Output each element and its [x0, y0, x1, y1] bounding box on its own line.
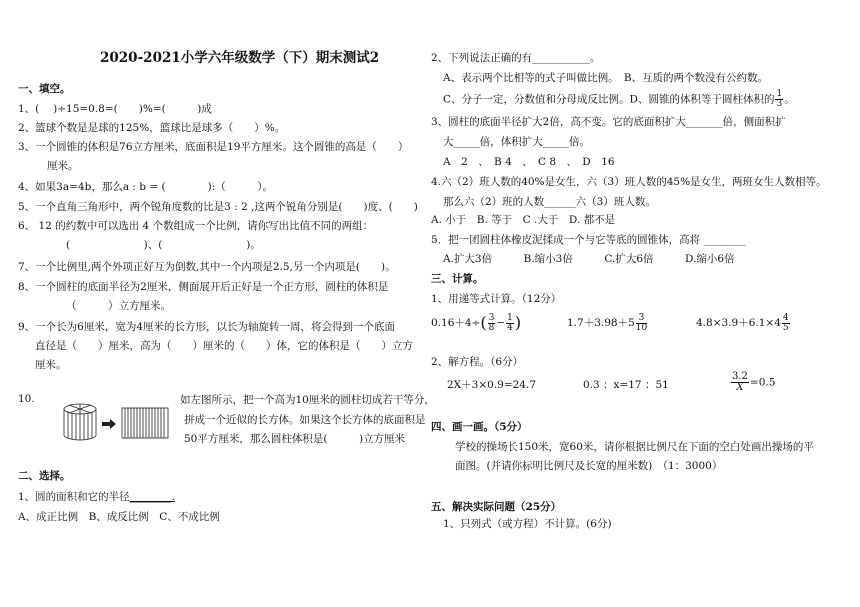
- equation-3-rhs: =0.5: [749, 376, 776, 389]
- section-4-heading: 四、画一画。（5分）: [431, 421, 528, 433]
- equation-1: 2X＋3×0.9=24.7: [447, 379, 537, 391]
- fill-q6-cont: ( )、( )。: [66, 239, 261, 251]
- expression-2: [567, 313, 648, 333]
- fraction-3-2-over-x: [731, 372, 749, 393]
- fill-q2: 2、篮球个数是是球的125%，篮球比是球多（ ）%。: [18, 122, 286, 134]
- fraction-numerator: 1: [507, 312, 513, 323]
- choice-q3: 3、圆柱的底面半径扩大2倍，高不变。它的底面积扩大_______倍，侧面积扩: [431, 116, 786, 128]
- fill-q10-line1: 如左图所示，把一个高为10厘米的圆柱切成若干等分，: [180, 394, 435, 406]
- fill-q6: 6、 12 的约数中可以选出 4 个数组成一个比例，请你写出比值不同的两组：: [18, 220, 374, 232]
- fraction-numerator: 4: [782, 312, 789, 323]
- choice-q2: 2、下列说法正确的有___________。: [431, 52, 601, 64]
- choice-q4-cont: 那么六（2）班的人数______六（3）班人数。: [443, 196, 656, 208]
- fraction-numerator: 3: [488, 312, 495, 323]
- equation-3: [730, 372, 775, 393]
- choice-q2-line2: [443, 90, 795, 109]
- draw-line1: 学校的操场长150米，宽60米，请你根据比例尺在下面的空白处画出操场的平: [455, 441, 814, 453]
- choice-q4-options: A. 小于 B. 等于 C .大于 D. 都不是: [431, 214, 616, 226]
- left-paren: (: [480, 313, 487, 332]
- fill-q3: 3、一个圆锥的体积是76立方厘米，底面积是19平方厘米。这个圆锥的高是（ ）: [18, 141, 409, 153]
- section-5-heading: 五、解决实际问题（25分）: [431, 501, 562, 513]
- fraction-1-4: [506, 314, 514, 333]
- fill-q1: 1、( )÷15=0.8=( )%=( )成: [18, 103, 212, 115]
- choice-q5-options: A.扩大3倍 B.缩小3倍 C.扩大6倍 D.缩小6倍: [443, 253, 735, 265]
- fraction-numerator: 3: [636, 314, 647, 324]
- cylinder-figure: [62, 402, 172, 442]
- fraction-denominator: 4: [507, 322, 513, 333]
- right-paren: ): [514, 313, 522, 332]
- choice-q3-options: A 2 、 B 4 、 C 8 、 D 16: [443, 156, 615, 168]
- fraction-3-8: [488, 314, 496, 333]
- fill-q10-number: 10.: [18, 393, 35, 405]
- expression-3: [696, 313, 791, 333]
- fraction-denominator: 8: [488, 322, 495, 333]
- expression-1-text: 0.16＋4÷: [431, 317, 481, 329]
- problem-q1: 1、只列式（或方程）不计算。(6分): [443, 518, 612, 530]
- expression-1: [431, 313, 521, 333]
- choice-q1-options: A、成正比例 B、成反比例 C、不成比例: [18, 511, 220, 523]
- page-title: 2020-2021小学六年级数学（下）期末测试2: [100, 50, 380, 66]
- fraction-denominator: 10: [635, 322, 648, 333]
- fraction-numerator: 1: [776, 89, 783, 99]
- fill-q9-cont2: 厘米。: [35, 359, 67, 371]
- choice-q1-blank: ________.: [129, 491, 176, 503]
- choice-q2-line2-end: 。: [784, 93, 795, 106]
- fill-q3-cont: 厘米。: [47, 160, 79, 172]
- fraction-denominator: X: [736, 382, 744, 393]
- fraction-3-10: [636, 314, 647, 333]
- fill-q8-cont: （ ）立方厘米。: [66, 300, 171, 312]
- choice-q3-cont: 大_____倍，体积扩大_____倍。: [443, 136, 590, 148]
- section-1-heading: 一、填空。: [18, 83, 71, 95]
- fill-q4: 4、如果3a=4b，那么a : b = ( ):（ ）。: [18, 181, 273, 193]
- expression-2-text: 1.7＋3.98＋5: [567, 317, 635, 329]
- choice-q2-line2-text: C、分子一定，分数值和分母成反比例。D、圆锥的体积等于圆柱体积的: [443, 93, 775, 106]
- equation-2: 0.3 ：x=17 ：51: [583, 379, 669, 391]
- fill-q5: 5、一个直角三角形中，两个锐角度数的比是3 : 2 ,这两个锐角分别是( )度、( ): [18, 201, 418, 213]
- fraction-denominator: 3: [776, 99, 783, 109]
- section-3-heading: 三、计算。: [431, 273, 484, 285]
- fraction-numerator: 3.2: [732, 371, 748, 382]
- section-2-heading: 二、选择。: [18, 470, 71, 482]
- choice-q1: [18, 490, 175, 504]
- fill-q10-line3: 50平方厘米，那么圆柱体积是( )立方厘米: [184, 433, 406, 445]
- choice-q2-line1: A、表示两个比相等的式子叫做比例。 B、互质的两个数没有公约数。: [443, 72, 769, 84]
- choice-q1-text: 1、圆的面积和它的半径: [18, 491, 130, 503]
- draw-line2: 面图。(并请你标明比例尺及长宽的厘米数) （1：3000）: [455, 460, 723, 472]
- fill-q10-line2: 拼成一个近似的长方体。如果这个长方体的底面积是: [184, 414, 426, 426]
- minus-sign: −: [496, 317, 506, 329]
- choice-q5: 5．把一团圆柱体橡皮泥揉成一个与它等底的圆锥体，高将 ________: [431, 234, 746, 246]
- fraction-4-5: [782, 314, 790, 333]
- expression-3-text: 4.8×3.9＋6.1×4: [696, 317, 781, 329]
- calc-q2: 2、解方程。（6分）: [431, 356, 524, 368]
- fraction-one-third: [775, 90, 783, 109]
- fill-q9-cont: 直径是（ ）厘米，高为（ ）厘米的（ ）体，它的体积是（ ）立方: [35, 340, 413, 352]
- calc-q1: 1、用递等式计算。（12分）: [431, 293, 562, 305]
- fill-q9: 9、一个长为6厘米，宽为4厘米的长方形，以长为轴旋转一周，将会得到一个底面: [18, 321, 396, 333]
- fraction-denominator: 5: [782, 322, 789, 333]
- fill-q7: 7、一个比例里,两个外项正好互为倒数,其中一个内项是2.5,另一个内项是( )。: [18, 261, 396, 273]
- choice-q4: 4.六（2）班人数的40%是女生，六（3）班人数的45%是女生，两班女生人数相等。: [431, 176, 827, 188]
- fill-q8: 8、一个圆柱的底面半径为2厘米，侧面展开后正好是一个正方形，圆柱的体积是: [18, 281, 389, 293]
